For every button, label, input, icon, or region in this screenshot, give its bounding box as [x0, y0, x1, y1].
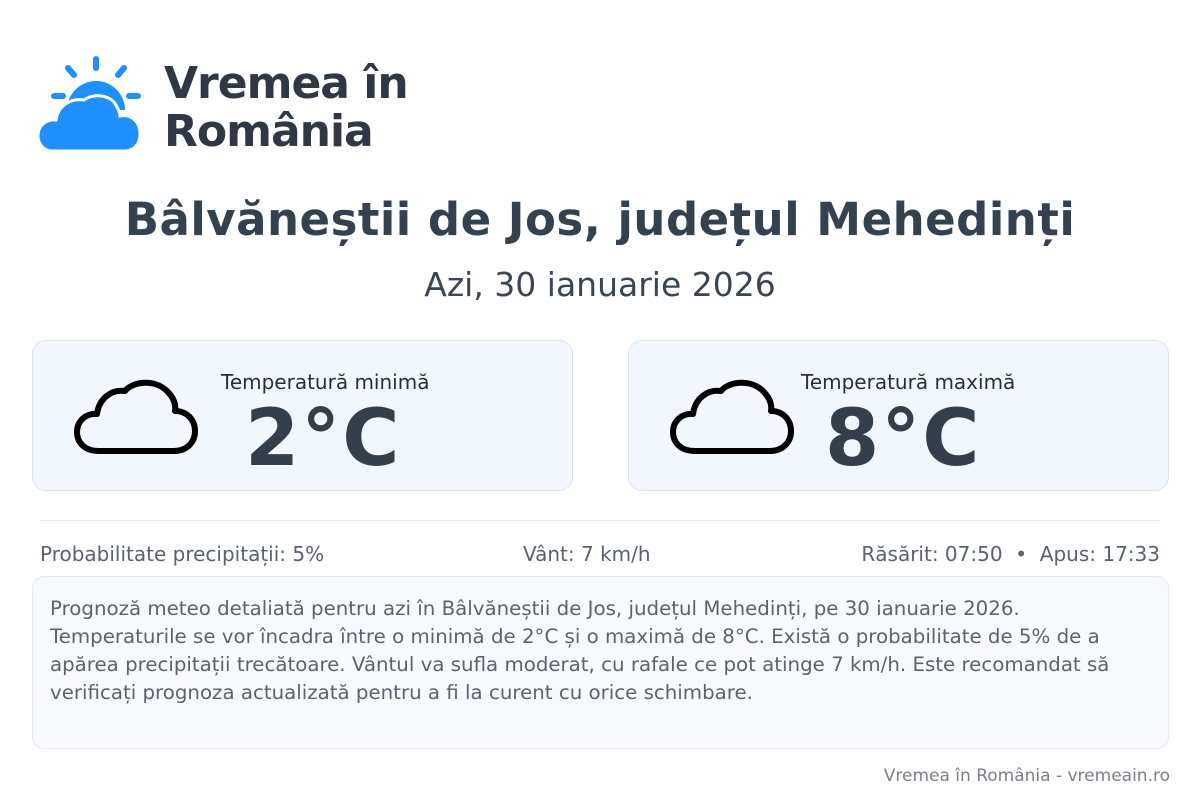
max-temperature-value: 8°C: [825, 394, 982, 484]
cloud-icon: [71, 371, 201, 461]
wind-speed: Vânt: 7 km/h: [523, 542, 651, 566]
forecast-date: Azi, 30 ianuarie 2026: [424, 265, 776, 304]
max-temperature-card: [628, 340, 1169, 491]
sun-behind-cloud-icon: [36, 54, 146, 154]
brand-name-line1: Vremea în: [164, 58, 408, 109]
divider: [40, 520, 1160, 521]
min-temperature-label: Temperatură minimă: [221, 370, 430, 394]
max-temperature-label: Temperatură maximă: [801, 370, 1016, 394]
sunrise-sunset: Răsărit: 07:50 • Apus: 17:33: [861, 542, 1160, 566]
footer-credit: Vremea în România - vremeain.ro: [883, 766, 1170, 786]
cloud-icon: [667, 371, 797, 461]
precipitation-probability: Probabilitate precipitații: 5%: [40, 542, 325, 566]
brand-name: [164, 60, 408, 156]
page-title: Bâlvăneștii de Jos, județul Mehedinți: [124, 193, 1076, 246]
weather-stats: [40, 540, 1160, 568]
forecast-description: Prognoză meteo detaliată pentru azi în Bâlvăneștii de Jos, județul Mehedinți, pe 30 ianuarie 2026. Temperaturile se vor încadra între o minimă de 2°C și o maximă de 8°C. Există o probabilitate de 5% de a apărea precipitații trecătoare. Vântul va sufla moderat, cu rafale ce pot atinge 7 km/h. Este recomandat să verificați prognoza actualizată pentru a fi la curent cu orice schimbare.: [32, 576, 1169, 749]
min-temperature-value: 2°C: [245, 394, 402, 484]
brand-logo: [36, 54, 416, 158]
brand-name-line2: România: [164, 106, 373, 157]
min-temperature-card: [32, 340, 573, 491]
